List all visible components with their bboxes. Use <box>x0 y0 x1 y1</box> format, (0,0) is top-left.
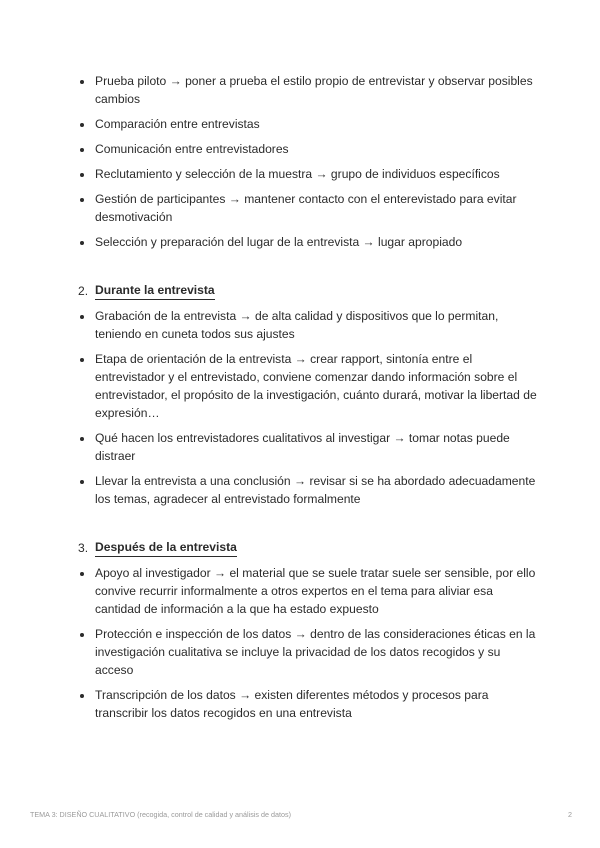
list-item: Gestión de participantes → mantener contacto con el enterevistado para evitar desmotivación <box>78 190 538 226</box>
list-item: Prueba piloto → poner a prueba el estilo propio de entrevistar y observar posibles cambios <box>78 72 538 108</box>
page-footer <box>30 810 572 819</box>
list-item: Llevar la entrevista a una conclusión → revisar si se ha abordado adecuadamente los temas, agradecer al entrevistado formalmente <box>78 472 538 508</box>
section2-heading <box>78 282 538 300</box>
list-item: Grabación de la entrevista → de alta calidad y dispositivos que lo permitan, teniendo en cuneta todos sus ajustes <box>78 307 538 343</box>
list-item: Qué hacen los entrevistadores cualitativos al investigar → tomar notas puede distraer <box>78 429 538 465</box>
section2-number: 2. <box>78 284 89 298</box>
page-content <box>78 72 538 729</box>
list-item: Etapa de orientación de la entrevista → crear rapport, sintonía entre el entrevistador y el entrevistado, conviene comenzar dando información sobre el entrevistador, el propósito de la investigación, cuánto durará, motivar la libertad de expresión… <box>78 350 538 422</box>
list-item: Protección e inspección de los datos → dentro de las consideraciones éticas en la investigación cualitativa se incluye la privacidad de los datos recogidos y su acceso <box>78 625 538 679</box>
section3-number: 3. <box>78 541 89 555</box>
footer-text: TEMA 3: DISEÑO CUALITATIVO (recogida, control de calidad y análisis de datos) <box>30 810 291 819</box>
list-item: Transcripción de los datos → existen diferentes métodos y procesos para transcribir los datos recogidos en una entrevista <box>78 686 538 722</box>
list-item: Comunicación entre entrevistadores <box>78 140 538 158</box>
list-item: Comparación entre entrevistas <box>78 115 538 133</box>
list-item: Apoyo al investigador → el material que se suele tratar suele ser sensible, por ello convive recurrir informalmente a otros expertos en el tema para aliviar esa cantidad de información a la que ha estado expuesto <box>78 564 538 618</box>
section3-list <box>78 564 538 722</box>
list-item: Reclutamiento y selección de la muestra → grupo de individuos específicos <box>78 165 538 183</box>
page-number: 2 <box>568 810 572 819</box>
section2-title: Durante la entrevista <box>95 282 215 300</box>
section1-list <box>78 72 538 251</box>
section2-list <box>78 307 538 508</box>
section3-title: Después de la entrevista <box>95 539 237 557</box>
list-item: Selección y preparación del lugar de la entrevista → lugar apropiado <box>78 233 538 251</box>
section3-heading <box>78 539 538 557</box>
